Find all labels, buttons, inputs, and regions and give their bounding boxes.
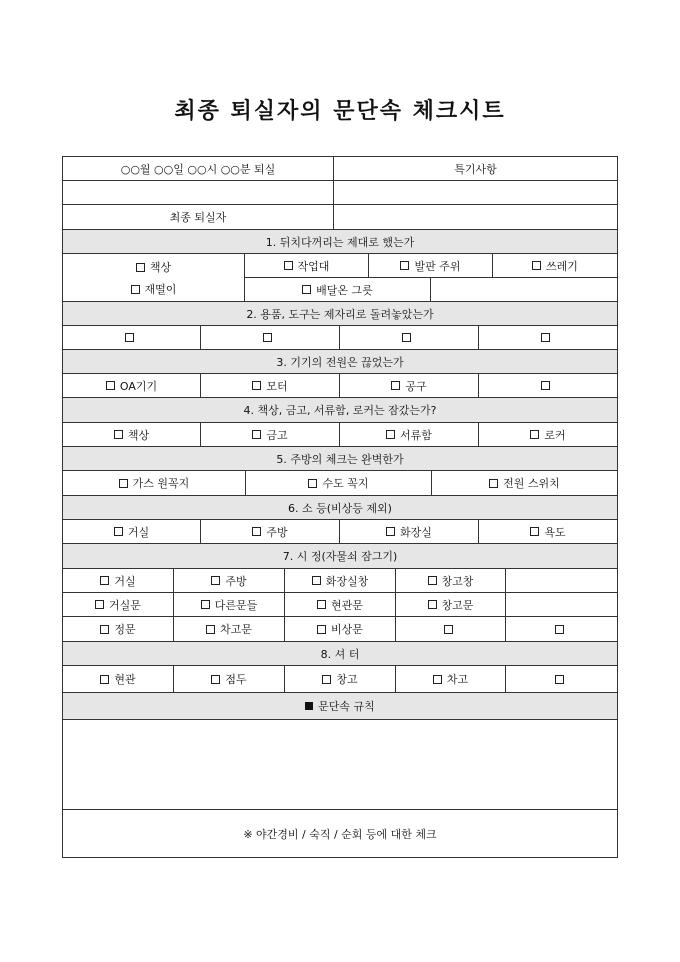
page-title: 최종 퇴실자의 문단속 체크시트 — [174, 99, 506, 124]
checkbox-item[interactable] — [396, 617, 506, 641]
checkbox-item[interactable] — [340, 326, 479, 349]
checkbox-item[interactable]: 금고 — [201, 423, 340, 446]
date-time-label: ○○월 ○○일 ○○시 ○○분 퇴실 — [63, 157, 334, 180]
checkbox-icon[interactable] — [211, 675, 220, 684]
checkbox-icon[interactable] — [428, 576, 437, 585]
checkbox-item[interactable]: 서류함 — [340, 423, 479, 446]
checkbox-icon[interactable] — [317, 600, 326, 609]
checklist-table — [62, 156, 618, 858]
blank-cell — [506, 569, 617, 592]
checkbox-item[interactable]: OA기기 — [63, 374, 201, 397]
rules-title-row — [63, 693, 617, 720]
rules-title: 문단속 규칙 — [63, 693, 617, 719]
checkbox-icon[interactable] — [400, 261, 409, 270]
checkbox-icon[interactable] — [555, 675, 564, 684]
section-4-items — [63, 423, 617, 447]
checkbox-icon[interactable] — [252, 430, 261, 439]
checkbox-icon[interactable] — [489, 479, 498, 488]
section-3-title-row — [63, 350, 617, 374]
checkbox-icon[interactable] — [530, 527, 539, 536]
checkbox-item[interactable] — [479, 326, 617, 349]
checkbox-icon[interactable] — [114, 527, 123, 536]
checkbox-icon[interactable] — [206, 625, 215, 634]
black-square-icon — [305, 702, 313, 710]
section-8-title: 8. 셔 터 — [320, 647, 360, 661]
checkbox-item[interactable]: 수도 꼭지 — [246, 471, 432, 495]
section-5-items — [63, 471, 617, 496]
checkbox-icon[interactable] — [252, 381, 261, 390]
section-1-left-cell — [63, 254, 245, 301]
rules-text-area[interactable] — [63, 720, 617, 809]
section-8-items — [63, 666, 617, 693]
checkbox-icon[interactable] — [322, 675, 331, 684]
checkbox-icon[interactable] — [263, 333, 272, 342]
checkbox-icon[interactable] — [119, 479, 128, 488]
section-2-title: 2. 용품, 도구는 제자리로 돌려놓았는가 — [246, 307, 434, 321]
checkbox-icon[interactable] — [95, 600, 104, 609]
section-1-subrow-1 — [245, 254, 617, 278]
checkbox-item[interactable]: 책상 — [136, 259, 171, 275]
checkbox-item[interactable]: 점두 — [174, 666, 285, 692]
checkbox-icon[interactable] — [136, 263, 145, 272]
checkbox-item[interactable] — [201, 326, 340, 349]
section-4-title-row — [63, 398, 617, 423]
section-1-right-cell — [245, 254, 617, 301]
checkbox-item[interactable]: 거실 — [63, 569, 174, 592]
checkbox-icon[interactable] — [302, 285, 311, 294]
checkbox-icon[interactable] — [211, 576, 220, 585]
checkbox-icon[interactable] — [114, 430, 123, 439]
last-person-field[interactable] — [334, 205, 617, 229]
section-3-items — [63, 374, 617, 398]
checkbox-item[interactable]: 로커 — [479, 423, 617, 446]
checkbox-item[interactable]: 가스 원꼭지 — [63, 471, 246, 495]
section-5-title-row — [63, 447, 617, 471]
checkbox-icon[interactable] — [444, 625, 453, 634]
section-6-items — [63, 520, 617, 544]
blank-cell — [506, 593, 617, 616]
checkbox-item[interactable]: 현관문 — [285, 593, 396, 616]
checkbox-item[interactable]: 창고 — [285, 666, 396, 692]
section-1-subrow-2 — [245, 278, 617, 301]
footer-row — [63, 810, 617, 857]
checkbox-item[interactable]: 창고창 — [396, 569, 506, 592]
checkbox-icon[interactable] — [308, 479, 317, 488]
section-8-title-row — [63, 642, 617, 666]
last-person-label: 최종 퇴실자 — [63, 205, 334, 229]
checkbox-icon[interactable] — [530, 430, 539, 439]
notes-field[interactable] — [334, 181, 617, 204]
checkbox-icon[interactable] — [100, 675, 109, 684]
checkbox-icon[interactable] — [125, 333, 134, 342]
rules-body — [63, 720, 617, 810]
blank-cell — [431, 278, 617, 301]
header-row — [63, 157, 617, 181]
checkbox-icon[interactable] — [391, 381, 400, 390]
checkbox-item[interactable]: 다른문들 — [174, 593, 285, 616]
checkbox-icon[interactable] — [541, 381, 550, 390]
checkbox-icon[interactable] — [402, 333, 411, 342]
checkbox-item[interactable] — [479, 374, 617, 397]
checkbox-icon[interactable] — [428, 600, 437, 609]
section-2-items — [63, 326, 617, 350]
section-1-title: 1. 뒤치다꺼리는 제대로 했는가 — [265, 235, 415, 249]
checkbox-item[interactable] — [63, 326, 201, 349]
checkbox-item[interactable]: 정문 — [63, 617, 174, 641]
section-7-title-row — [63, 544, 617, 569]
checkbox-icon[interactable] — [284, 261, 293, 270]
checkbox-item[interactable]: 전원 스위치 — [432, 471, 617, 495]
checkbox-item[interactable]: 현관 — [63, 666, 174, 692]
checkbox-icon[interactable] — [106, 381, 115, 390]
section-7-row-2 — [63, 593, 617, 617]
checkbox-item[interactable]: 쓰레기 — [493, 254, 617, 277]
section-6-title: 6. 소 등(비상등 제외) — [288, 501, 392, 515]
section-7-row-1 — [63, 569, 617, 593]
checkbox-icon[interactable] — [252, 527, 261, 536]
checkbox-icon[interactable] — [386, 430, 395, 439]
checkbox-icon[interactable] — [201, 600, 210, 609]
checkbox-item[interactable]: 발판 주위 — [369, 254, 493, 277]
checkbox-icon[interactable] — [433, 675, 442, 684]
checkbox-icon[interactable] — [100, 625, 109, 634]
blank-row — [63, 181, 617, 205]
section-4-title: 4. 책상, 금고, 서류함, 로커는 잠갔는가? — [243, 404, 437, 417]
checkbox-item[interactable]: 배달온 그릇 — [245, 278, 431, 301]
section-1-items — [63, 254, 617, 302]
checkbox-item[interactable]: 재떨이 — [131, 281, 177, 297]
checkbox-item[interactable]: 차고 — [396, 666, 506, 692]
section-6-title-row — [63, 496, 617, 520]
checkbox-icon[interactable] — [386, 527, 395, 536]
checkbox-icon[interactable] — [532, 261, 541, 270]
checkbox-item[interactable]: 공구 — [340, 374, 479, 397]
section-1-title-row — [63, 230, 617, 254]
notes-label: 특기사항 — [454, 162, 497, 176]
date-time-field[interactable] — [63, 181, 334, 204]
checkbox-item[interactable]: 창고문 — [396, 593, 506, 616]
checkbox-item[interactable]: 모터 — [201, 374, 340, 397]
section-2-title-row — [63, 302, 617, 326]
checkbox-item[interactable] — [506, 666, 617, 692]
section-3-title: 3. 기기의 전원은 끊었는가 — [276, 355, 404, 369]
checkbox-item[interactable]: 거실문 — [63, 593, 174, 616]
checkbox-item[interactable]: 거실 — [63, 520, 201, 543]
checkbox-icon[interactable] — [100, 576, 109, 585]
checkbox-icon[interactable] — [131, 285, 140, 294]
checkbox-item[interactable]: 주방 — [201, 520, 340, 543]
checkbox-icon[interactable] — [317, 625, 326, 634]
checkbox-icon[interactable] — [555, 625, 564, 634]
checkbox-item[interactable]: 화장실창 — [285, 569, 396, 592]
checkbox-item[interactable]: 욕도 — [479, 520, 617, 543]
checkbox-item[interactable]: 차고문 — [174, 617, 285, 641]
last-person-row — [63, 205, 617, 230]
checkbox-item[interactable]: 주방 — [174, 569, 285, 592]
checkbox-icon[interactable] — [541, 333, 550, 342]
checkbox-item[interactable]: 화장실 — [340, 520, 479, 543]
checkbox-item[interactable] — [506, 617, 617, 641]
checkbox-icon[interactable] — [312, 576, 321, 585]
section-7-row-3 — [63, 617, 617, 642]
checkbox-item[interactable]: 작업대 — [245, 254, 369, 277]
section-7-title: 7. 시 정(자물쇠 잠그기) — [282, 550, 398, 563]
section-5-title: 5. 주방의 체크는 완벽한가 — [276, 452, 404, 466]
checkbox-item[interactable]: 책상 — [63, 423, 201, 446]
footer-note: ※ 야간경비 / 숙직 / 순회 등에 대한 체크 — [243, 827, 437, 841]
checkbox-item[interactable]: 비상문 — [285, 617, 396, 641]
